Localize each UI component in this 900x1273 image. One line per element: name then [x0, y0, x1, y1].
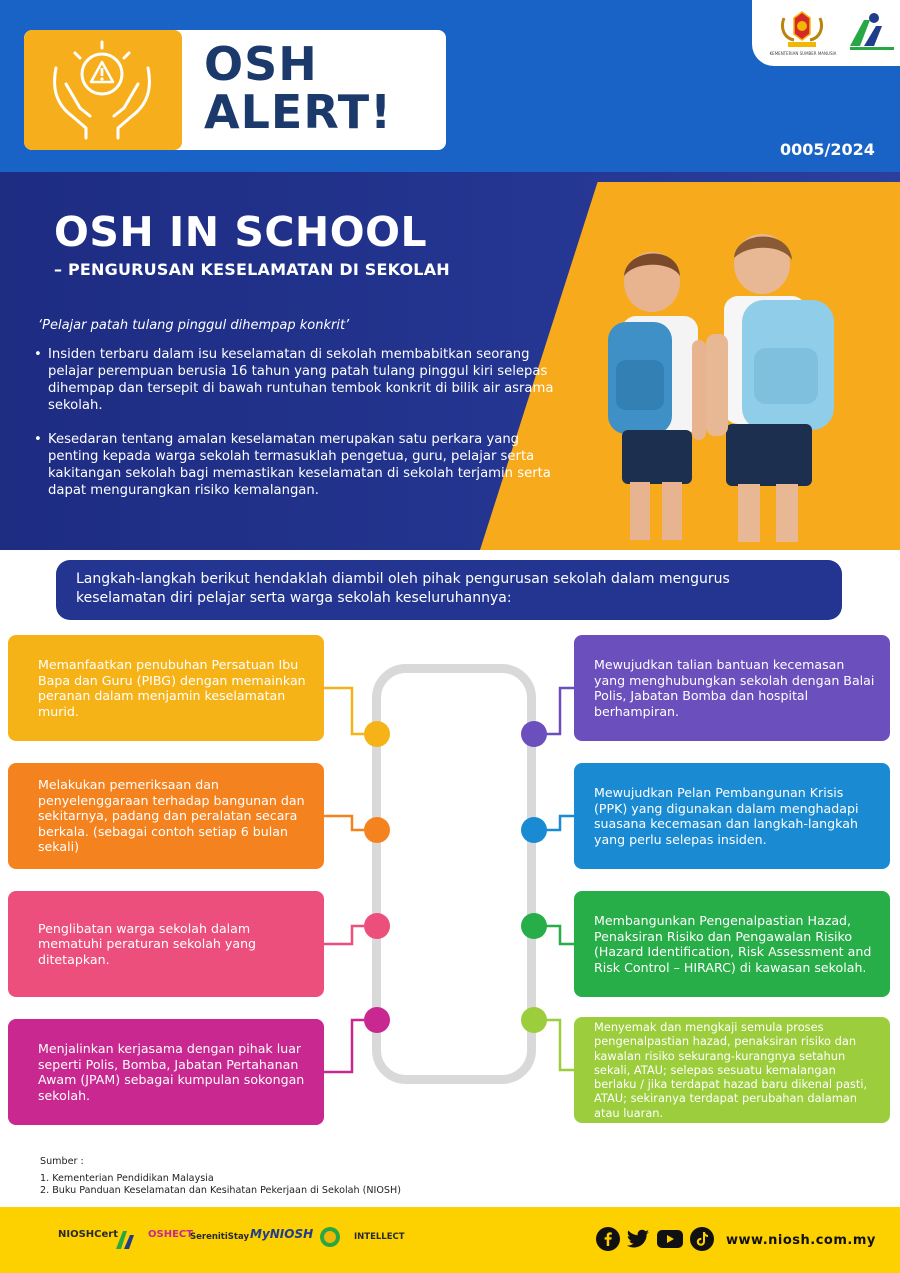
hero-bullet: • Insiden terbaru dalam isu keselamatan di sekolah membabitkan seorang pelajar perempuan berusia 16 tahun yang patah tulang pinggul kiri selepas dihempap dan tersepit di bawah runtuhan tembok konkrit di bilik air asrama sekolah. [34, 346, 554, 414]
step-text: Mewujudkan Pelan Pembangunan Krisis (PPK) yang digunakan dalam menghadapi suasana kecemasan dan langkah-langkah yang perlu selepas insiden. [594, 785, 859, 847]
document-number: 0005/2024 [780, 140, 875, 159]
step-dot [521, 1007, 547, 1033]
step-dot [521, 913, 547, 939]
step-text: Menyemak dan mengkaji semula proses pengenalpastian hazad, penaksiran risiko dan kawalan risiko sekurang-kurangnya setahun sekali, ATAU; selepas sesuatu kemalangan berlaku / jika terdapat hazad baru dikenal pasti, ATAU; sekiranya terdapat perubahan dalaman atau luaran. [594, 1020, 868, 1120]
source-item: 1. Kementerian Pendidikan Malaysia [40, 1172, 214, 1184]
sources-heading: Sumber : [40, 1156, 84, 1167]
footer-bar [0, 1207, 900, 1273]
partner-logo-nioshcert: NIOSHCert [58, 1229, 118, 1240]
hero-subtitle: – PENGURUSAN KESELAMATAN DI SEKOLAH [54, 260, 450, 279]
emblem-logo-icon [318, 1225, 342, 1251]
step-dot [521, 817, 547, 843]
alert-title [204, 37, 393, 139]
facebook-icon[interactable] [596, 1227, 620, 1251]
malaysia-crest-icon [776, 8, 828, 52]
partner-logo-oshect: OSHECT [148, 1229, 194, 1240]
partner-logo-intellect: INTELLECT [354, 1232, 405, 1242]
niosh-logo-icon [844, 10, 896, 52]
schoolkids-illustration [592, 230, 852, 550]
step-dot [521, 721, 547, 747]
source-item: 2. Buku Panduan Keselamatan dan Kesihatan Pekerjaan di Sekolah (NIOSH) [40, 1185, 401, 1196]
hero-bullet-list [34, 346, 554, 516]
sources-block [40, 1156, 401, 1198]
twitter-icon[interactable] [626, 1227, 650, 1251]
step-dot [364, 1007, 390, 1033]
youtube-icon[interactable] [656, 1227, 684, 1251]
step-text: Memanfaatkan penubuhan Persatuan Ibu Bapa dan Guru (PIBG) dengan memainkan peranan dalam menjamin keselamatan murid. [38, 657, 306, 719]
step-text: Melakukan pemeriksaan dan penyelenggaraan terhadap bangunan dan sekitarnya, padang dan peralatan secara berkala. (sebagai contoh setiap 6 bulan sekali) [38, 777, 305, 855]
step-text: Penglibatan warga sekolah dalam mematuhi peraturan sekolah yang ditetapkan. [38, 920, 257, 967]
hero-section [0, 172, 900, 550]
step-dot [364, 913, 390, 939]
hero-bullet: • Kesedaran tentang amalan keselamatan merupakan satu perkara yang penting kepada warga sekolah termasuklah pengetua, guru, pelajar serta kakitangan sekolah bagi memastikan keselamatan di sekolah terjamin serta dapat mengurangkan risiko kemalangan. [34, 431, 554, 499]
crest-caption: KEMENTERIAN SUMBER MANUSIA [769, 51, 837, 56]
step-dot [364, 721, 390, 747]
hero-quote: ‘Pelajar patah tulang pinggul dihempap konkrit’ [38, 318, 350, 333]
hero-title: OSH IN SCHOOL [54, 208, 428, 256]
alert-title-line2: ALERT! [204, 85, 393, 139]
hands-warning-icon [46, 38, 158, 142]
tiktok-icon[interactable] [690, 1227, 714, 1251]
osh-alert-badge [24, 30, 446, 150]
step-text: Mewujudkan talian bantuan kecemasan yang menghubungkan sekolah dengan Balai Polis, Jabatan Bomba dan hospital berhampiran. [594, 657, 875, 719]
step-text: Membangunkan Pengenalpastian Hazad, Penaksiran Risiko dan Pengawalan Risiko (Hazard Identification, Risk Assessment and Risk Control – HIRARC) di kawasan sekolah. [594, 913, 872, 975]
partner-logo-myniosh: MyNIOSH [250, 1227, 314, 1241]
logo-panel [752, 0, 900, 66]
website-link[interactable]: www.niosh.com.my [726, 1233, 876, 1248]
alert-icon-panel [24, 30, 182, 150]
steps-intro-banner: Langkah-langkah berikut hendaklah diambil oleh pihak pengurusan sekolah dalam mengurus keselamatan diri pelajar serta warga sekolah keseluruhannya: [56, 560, 842, 620]
step-text: Menjalinkan kerjasama dengan pihak luar seperti Polis, Bomba, Jabatan Pertahanan Awam (JPAM) sebagai kumpulan sokongan sekolah. [38, 1041, 305, 1103]
alert-title-line1: OSH [204, 37, 318, 91]
niosh-logo-icon [114, 1225, 138, 1251]
partner-logo-serenitistay: SerenitiStay [190, 1232, 249, 1242]
step-dot [364, 817, 390, 843]
step-connectors [0, 620, 900, 1140]
